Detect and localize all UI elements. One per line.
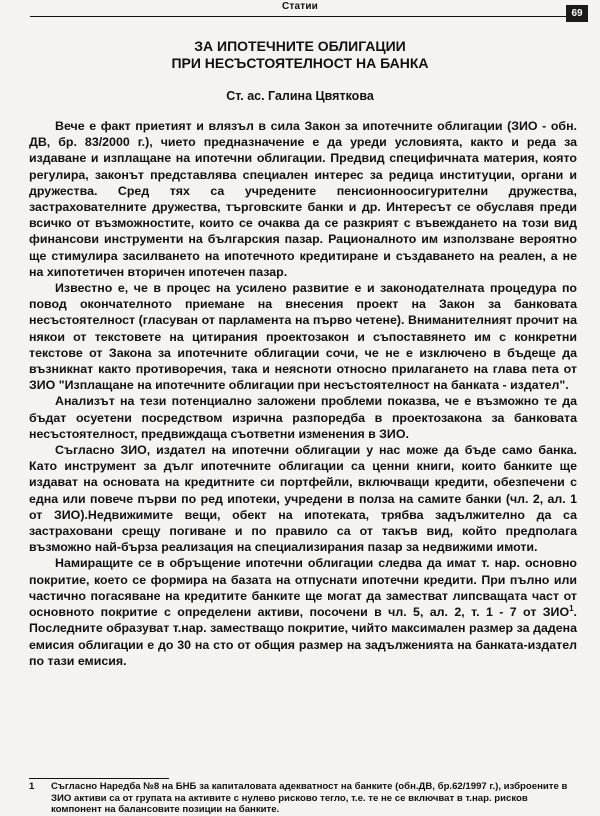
page-number: 69	[566, 5, 588, 22]
footnote-text: Съгласно Наредба №8 на БНБ за капиталовата адекватност на банките (обн.ДВ, бр.62/1997 г.), изброените в ЗИО активи са от групата на активите с нулево рисково тегло, т.е. те не се включват в т.нар. рисков компонент на балансовите позиции на банките.	[51, 781, 568, 815]
title-line-1: ЗА ИПОТЕЧНИТЕ ОБЛИГАЦИИ	[194, 38, 406, 54]
article-body	[29, 118, 577, 669]
footnote	[29, 781, 577, 816]
footnote-ref: 1	[569, 603, 574, 613]
running-header	[30, 1, 570, 17]
article-title	[30, 38, 570, 72]
author-name: Ст. ас. Галина Цвяткова	[226, 89, 374, 103]
paragraph-text: Намиращите се в обръщение ипотечни облигации следва да имат т. нар. основно покритие, което се формира на базата на отпуснати ипотечни кредити. При пълно или частично погасяване на кредитите банките ще могат да заместват липсващата част от основното покритие с определени активи, посочени в чл. 5, ал. 2, т. 1 - 7 от ЗИО	[29, 556, 577, 620]
section-label: Статии	[281, 1, 319, 12]
footnote-divider	[29, 778, 169, 779]
paragraph: Съгласно ЗИО, издател на ипотечни облигации у нас може да бъде само банка. Като инструмент за дълг ипотечните облигации са ценни книги, които банките ще издават на основата на кредитните си портфейли, включващи кредити, обезпечени с една или повече първи по ред ипотеки, учредени в полза на самите банки (чл. 2, ал. 1 от ЗИО).Недвижимите вещи, обект на ипотеката, трябва задължително да са застраховани срещу погиване и по правило са от такъв вид, който предполага възможно най-бърза реализация на специализирания пазар за недвижими имоти.	[29, 443, 577, 555]
paragraph-text: Последните образуват т.нар. заместващо покритие, чийто максимален размер за дадена емисия облигации е до 30 на сто от общия размер на задълженията на банката-издател по тази емисия.	[29, 621, 577, 668]
paragraph: Известно е, че в процес на усилено развитие е и законодателната процедура по повод окончателното приемане на внесения проект на Закон за банковата несъстоятелност (гласуван от парламента на първо четене). Вниманителният прочит на някои от текстовете на цитирания проектозакон и съпоставянето им с конкретни текстове от Закона за ипотечните облигации сочи, че не е изключено в бъдеще да възникнат както противоречия, така и неясноти относно прилагането на глава пета от ЗИО "Изплащане на ипотечните облигации при несъстоятелност на банката - издател".	[29, 281, 577, 393]
footnote-number: 1	[29, 781, 35, 792]
title-line-2: ПРИ НЕСЪСТОЯТЕЛНОСТ НА БАНКА	[171, 55, 429, 71]
paragraph: Намиращите се в обръщение ипотечни облигации следва да имат т. нар. основно покритие, което се формира на базата на отпуснати ипотечни кредити. При пълно или частично погасяване на кредитите банките ще могат да заместват липсващата част от основното покритие с определени активи, посочени в чл. 5, ал. 2, т. 1 - 7 от ЗИО$^1$. Последните образуват т.нар. заместващо покритие, чийто максимален размер за дадена емисия облигации е до 30 на сто от общия размер на задълженията на банката-издател по тази емисия.	[29, 556, 577, 668]
paragraph: Анализът на тези потенциално заложени проблеми показва, че е възможно те да бъдат осуетени посредством изрична разпоредба в проектозакона за банковата несъстоятелност, предвиждаща съответни изменения в ЗИО.	[29, 394, 577, 441]
paragraph: Вече е факт приетият и влязъл в сила Закон за ипотечните облигации (ЗИО - обн. ДВ, бр. 83/2000 г.), чието предназначение е да уреди условията, както и реда за издаване и изплащане на ипотечни облигации. Предвид специфичната материя, която регулира, законът представлява специален интерес за редица институции, органи и дружества. Сред тях са учредените пенсионноосигурителни дружества, застрахователните дружества, търговските банки и др. Интересът се обуславя преди всичко от възможностите, които се очаква да се разкрият с въвеждането на този вид финансови инструменти на българския пазар. Рационалното им използване вероятно ще стимулира засилването на ипотечното кредитиране и създаването на реален, а не на хипотетичен вторичен ипотечен пазар.	[29, 119, 577, 279]
